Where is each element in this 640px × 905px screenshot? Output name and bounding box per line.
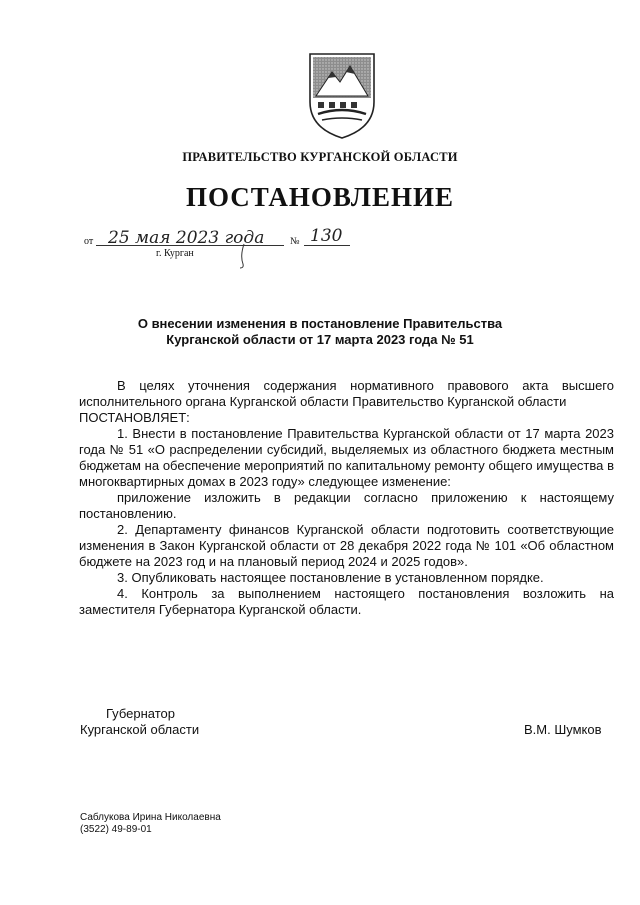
body-paragraph-item-1: 1. Внести в постановление Правительства Курганской области от 17 марта 2023 года № 51 «О распределении субсидий, выделяемых из областного бюджета местным бюджетам на обеспечение мероприятий по капитальному ремонту общего имущества в многоквартирных домах в 2023 году» следующее изменение: — [79, 426, 614, 489]
signatory-name: В.М. Шумков — [524, 722, 602, 737]
subject-line-1: О внесении изменения в постановление Правительства — [137, 316, 503, 331]
body-paragraph-annex: приложение изложить в редакции согласно приложению к настоящему постановлению. — [79, 490, 614, 521]
executor-phone: (3522) 49-89-01 — [80, 824, 152, 835]
signatory-position-line-2: Курганской области — [80, 722, 200, 737]
date-from-label: от — [84, 236, 94, 247]
body-resolves: ПОСТАНОВЛЯЕТ: — [79, 410, 190, 425]
body-paragraph-item-3: 3. Опубликовать настоящее постановление в установленном порядке. — [117, 570, 544, 585]
handwritten-date: 25 мая 2023 года — [108, 228, 265, 248]
city-label: г. Курган — [156, 248, 194, 259]
document-type-title: ПОСТАНОВЛЕНИЕ — [185, 182, 455, 212]
signatory-position — [80, 706, 199, 738]
document-subject — [80, 316, 560, 348]
document-body — [79, 378, 614, 618]
government-name: ПРАВИТЕЛЬСТВО КУРГАНСКОЙ ОБЛАСТИ — [182, 150, 458, 164]
executor-name: Саблукова Ирина Николаевна — [80, 812, 221, 823]
coat-of-arms-emblem — [304, 50, 380, 140]
body-paragraph-item-2: 2. Департаменту финансов Курганской области подготовить соответствующие изменения в Закон Курганской области от 28 декабря 2022 года № 101 «Об областном бюджете на 2023 год и на плановый период 2024 и 2025 годов». — [79, 522, 614, 569]
number-label: № — [290, 236, 300, 247]
handwritten-number: 130 — [310, 226, 343, 246]
executor-info — [80, 812, 221, 836]
signatory-position-line-1: Губернатор — [106, 706, 175, 721]
dateline — [84, 228, 364, 268]
subject-line-2: Курганской области от 17 марта 2023 года № 51 — [166, 332, 474, 347]
body-paragraph-preamble: В целях уточнения содержания нормативного правового акта высшего исполнительного органа Курганской области Правительство Курганской области — [79, 378, 614, 409]
handwritten-stroke — [234, 242, 250, 270]
body-paragraph-item-4: 4. Контроль за выполнением настоящего постановления возложить на заместителя Губернатора Курганской области. — [79, 586, 614, 617]
